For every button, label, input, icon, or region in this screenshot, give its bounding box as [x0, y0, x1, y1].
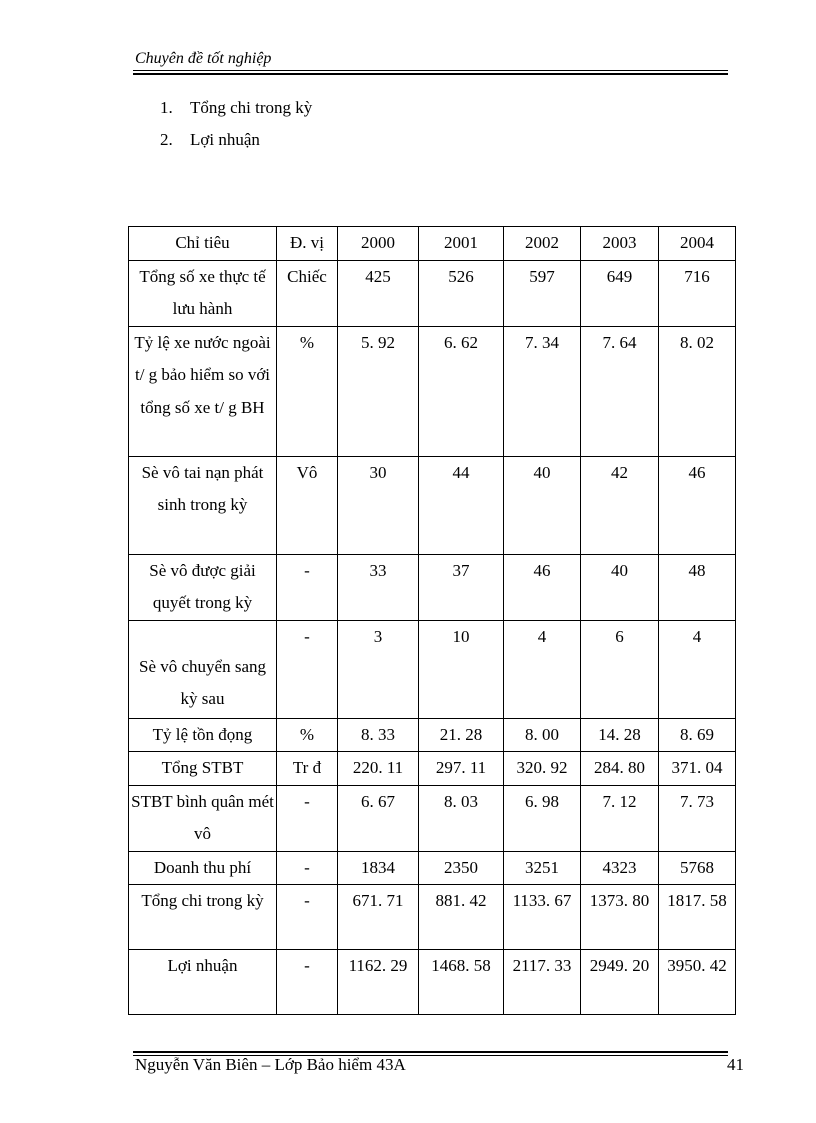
table-header-cell: 2004 — [659, 227, 736, 261]
value-cell-2001: 21. 28 — [419, 718, 504, 752]
value-cell-2002: 7. 34 — [504, 326, 581, 456]
value-cell-2001: 297. 11 — [419, 752, 504, 786]
value-cell-2002: 4 — [504, 620, 581, 718]
table-header-cell: 2000 — [338, 227, 419, 261]
page-number: 41 — [727, 1055, 744, 1074]
row-label-cell: Sè vô chuyển sang kỳ sau — [129, 620, 277, 718]
row-label-cell: Tổng STBT — [129, 752, 277, 786]
value-cell-2003: 6 — [581, 620, 659, 718]
row-unit-cell: - — [277, 950, 338, 1015]
value-cell-2001: 8. 03 — [419, 785, 504, 851]
row-unit-cell: % — [277, 718, 338, 752]
row-label-cell: Sè vô tai nạn phát sinh trong kỳ — [129, 456, 277, 554]
value-cell-2001: 2350 — [419, 851, 504, 885]
value-cell-2003: 40 — [581, 554, 659, 620]
row-unit-cell: Chiếc — [277, 260, 338, 326]
value-cell-2002: 8. 00 — [504, 718, 581, 752]
list-item-number: 1. — [160, 98, 173, 117]
value-cell-2000: 671. 71 — [338, 885, 419, 950]
statistics-table — [128, 226, 736, 1015]
row-label-cell: Lợi nhuận — [129, 950, 277, 1015]
row-unit-cell: - — [277, 620, 338, 718]
value-cell-2003: 649 — [581, 260, 659, 326]
row-label-cell: Tổng số xe thực tế lưu hành — [129, 260, 277, 326]
value-cell-2003: 7. 12 — [581, 785, 659, 851]
value-cell-2004: 371. 04 — [659, 752, 736, 786]
value-cell-2001: 6. 62 — [419, 326, 504, 456]
row-label-cell: Sè vô được giải quyết trong kỳ — [129, 554, 277, 620]
value-cell-2003: 284. 80 — [581, 752, 659, 786]
value-cell-2000: 1162. 29 — [338, 950, 419, 1015]
value-cell-2002: 1133. 67 — [504, 885, 581, 950]
value-cell-2001: 37 — [419, 554, 504, 620]
value-cell-2002: 597 — [504, 260, 581, 326]
value-cell-2000: 425 — [338, 260, 419, 326]
table-row — [129, 785, 736, 851]
value-cell-2000: 3 — [338, 620, 419, 718]
table-row — [129, 851, 736, 885]
row-label-cell: Tỷ lệ tồn đọng — [129, 718, 277, 752]
table-row — [129, 950, 736, 1015]
row-label-cell: Tổng chi trong kỳ — [129, 885, 277, 950]
row-unit-cell: - — [277, 885, 338, 950]
value-cell-2004: 1817. 58 — [659, 885, 736, 950]
table-row — [129, 456, 736, 554]
row-label-cell: Tỷ lệ xe nước ngoài t/ g bảo hiểm so với tổng số xe t/ g BH — [129, 326, 277, 456]
value-cell-2004: 8. 69 — [659, 718, 736, 752]
value-cell-2004: 7. 73 — [659, 785, 736, 851]
value-cell-2000: 33 — [338, 554, 419, 620]
value-cell-2004: 8. 02 — [659, 326, 736, 456]
row-unit-cell: Tr đ — [277, 752, 338, 786]
row-unit-cell: % — [277, 326, 338, 456]
table-header-cell: Chỉ tiêu — [129, 227, 277, 261]
value-cell-2002: 2117. 33 — [504, 950, 581, 1015]
row-label-cell: STBT bình quân mét vô — [129, 785, 277, 851]
value-cell-2002: 320. 92 — [504, 752, 581, 786]
footer-author: Nguyễn Văn Biên – Lớp Bảo hiểm 43A — [135, 1055, 406, 1074]
numbered-list — [160, 94, 312, 158]
value-cell-2001: 526 — [419, 260, 504, 326]
value-cell-2003: 7. 64 — [581, 326, 659, 456]
table-header-cell: 2001 — [419, 227, 504, 261]
row-unit-cell: - — [277, 554, 338, 620]
value-cell-2004: 716 — [659, 260, 736, 326]
table-row — [129, 718, 736, 752]
value-cell-2004: 46 — [659, 456, 736, 554]
row-label-cell: Doanh thu phí — [129, 851, 277, 885]
list-item-number: 2. — [160, 130, 173, 149]
value-cell-2001: 10 — [419, 620, 504, 718]
table-row — [129, 260, 736, 326]
value-cell-2003: 1373. 80 — [581, 885, 659, 950]
value-cell-2001: 881. 42 — [419, 885, 504, 950]
value-cell-2000: 30 — [338, 456, 419, 554]
value-cell-2004: 48 — [659, 554, 736, 620]
value-cell-2003: 42 — [581, 456, 659, 554]
table-row — [129, 885, 736, 950]
header-rule-thick — [133, 73, 728, 75]
value-cell-2003: 4323 — [581, 851, 659, 885]
table-header-row — [129, 227, 736, 261]
value-cell-2000: 8. 33 — [338, 718, 419, 752]
value-cell-2004: 4 — [659, 620, 736, 718]
value-cell-2001: 1468. 58 — [419, 950, 504, 1015]
table-row — [129, 554, 736, 620]
value-cell-2002: 40 — [504, 456, 581, 554]
value-cell-2004: 5768 — [659, 851, 736, 885]
table-header-cell: 2002 — [504, 227, 581, 261]
list-item-text: Tổng chi trong kỳ — [190, 98, 313, 117]
row-unit-cell: Vô — [277, 456, 338, 554]
table-row — [129, 326, 736, 456]
table-header-cell: 2003 — [581, 227, 659, 261]
value-cell-2000: 6. 67 — [338, 785, 419, 851]
row-unit-cell: - — [277, 785, 338, 851]
list-item-text: Lợi nhuận — [190, 130, 260, 149]
value-cell-2002: 46 — [504, 554, 581, 620]
value-cell-2003: 2949. 20 — [581, 950, 659, 1015]
value-cell-2000: 5. 92 — [338, 326, 419, 456]
value-cell-2000: 220. 11 — [338, 752, 419, 786]
row-unit-cell: - — [277, 851, 338, 885]
value-cell-2002: 3251 — [504, 851, 581, 885]
list-item — [160, 126, 312, 158]
table-row — [129, 620, 736, 718]
value-cell-2002: 6. 98 — [504, 785, 581, 851]
value-cell-2003: 14. 28 — [581, 718, 659, 752]
footer-rule-thick — [133, 1051, 728, 1053]
table-header-cell: Đ. vị — [277, 227, 338, 261]
value-cell-2000: 1834 — [338, 851, 419, 885]
value-cell-2004: 3950. 42 — [659, 950, 736, 1015]
header-rule-thin — [133, 70, 728, 71]
value-cell-2001: 44 — [419, 456, 504, 554]
header-title: Chuyên đề tốt nghiệp — [135, 50, 272, 67]
list-item — [160, 94, 312, 126]
table-row — [129, 752, 736, 786]
